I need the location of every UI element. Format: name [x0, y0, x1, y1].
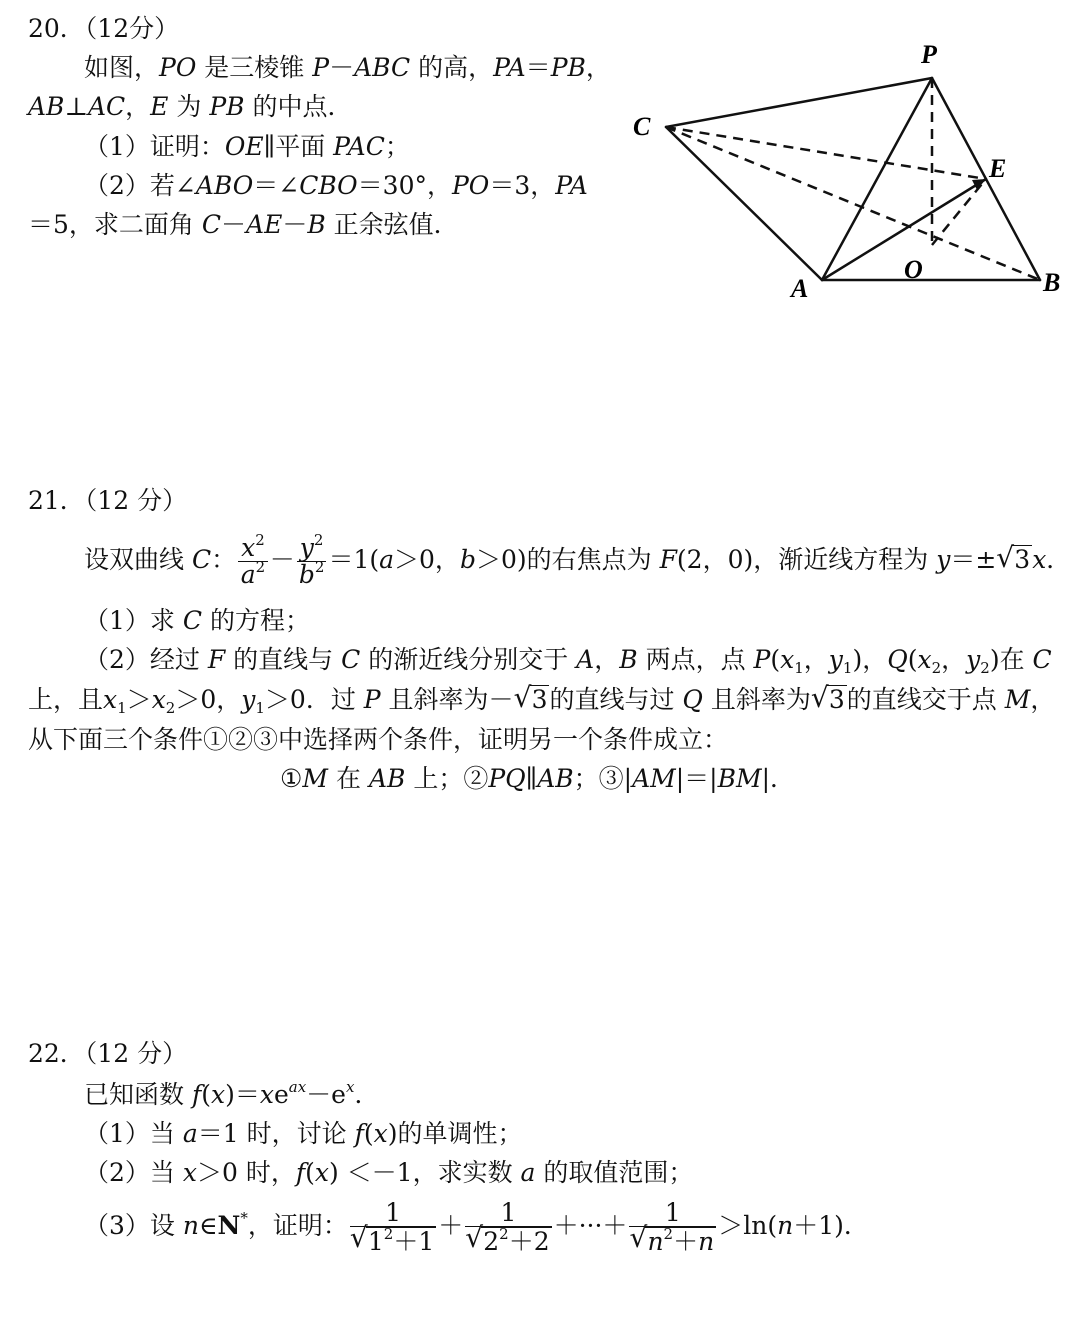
edge-CA: [666, 127, 822, 280]
label-B: B: [1043, 268, 1061, 297]
label-C: C: [633, 112, 651, 141]
q22-part-2: （2）当 x＞0 时，f(x) ＜－1，求实数 a 的取值范围；: [84, 1158, 694, 1187]
q21-part-2-cont-1: 上，且$x_1>x_2>0$，$y_1>0$．过 P 且斜率为－ √ 3的直线与过 Q 且斜率为 √ 3的直线交于点 M，: [28, 681, 1056, 717]
q21-conditions: ①M 在 AB 上；②PQ∥AB；③|AM|＝|BM|．: [280, 764, 796, 793]
label-O: O: [904, 255, 923, 284]
q22-line-1: 已知函数 $f(x)=xe^{ax}-e^x$．: [84, 1078, 380, 1109]
q20-line-1: 如图，PO 是三棱锥 P－ABC 的高，PA＝PB，: [84, 53, 611, 82]
q22-number: 22．（12 分）: [28, 1039, 188, 1068]
segment-OE-dashed: [932, 179, 986, 245]
q20-number: 20．（12分）: [28, 14, 180, 43]
q20-part-1: （1）证明：OE∥平面 PAC；: [84, 132, 410, 161]
pyramid-figure: [625, 35, 1075, 305]
edge-PA: [822, 78, 932, 280]
label-P: P: [921, 40, 937, 69]
q22-part-3: （3）设 n∈N*，证明： 1 √ $1^2+1$ ＋ 1 √ $2^2+2$ ＋···＋ 1 √ $n^2+n$ ＞ln(n＋1)．: [84, 1197, 869, 1256]
q21-number: 21．（12 分）: [28, 486, 188, 515]
q21-line-1: 设双曲线 C： $\frac{x^2}{a^2}$ － $\frac{y^2}{b^2}$ ＝1(a＞0，b＞0)的右焦点为 F(2，0)，渐近线方程为 y＝± √ 3x．: [84, 531, 1072, 589]
label-E: E: [989, 154, 1007, 183]
segment-CE-dashed: [666, 127, 986, 179]
q20-line-2: AB⊥AC，E 为 PB 的中点．: [28, 92, 353, 121]
q21-part-1: （1）求 C 的方程；: [84, 606, 310, 635]
edge-PC: [666, 78, 932, 127]
segment-CB-dashed: [666, 127, 1040, 280]
q21-part-2-cont-2: 从下面三个条件①②③中选择两个条件，证明另一个条件成立：: [28, 725, 729, 754]
label-A: A: [791, 274, 809, 303]
q20-part-2-cont: ＝5，求二面角 C－AE－B 正余弦值．: [28, 210, 459, 239]
q21-part-2: （2）经过 F 的直线与 C 的渐近线分别交于 A，B 两点，点 $P(x_1$，$y_1$)，$Q(x_2$，$y_2$)在 C: [84, 645, 1052, 677]
q22-part-1: （1）当 a＝1 时，讨论 f(x)的单调性；: [84, 1119, 523, 1148]
q20-part-2: （2）若∠ABO＝∠CBO＝30°，PO＝3，PA: [84, 171, 588, 200]
